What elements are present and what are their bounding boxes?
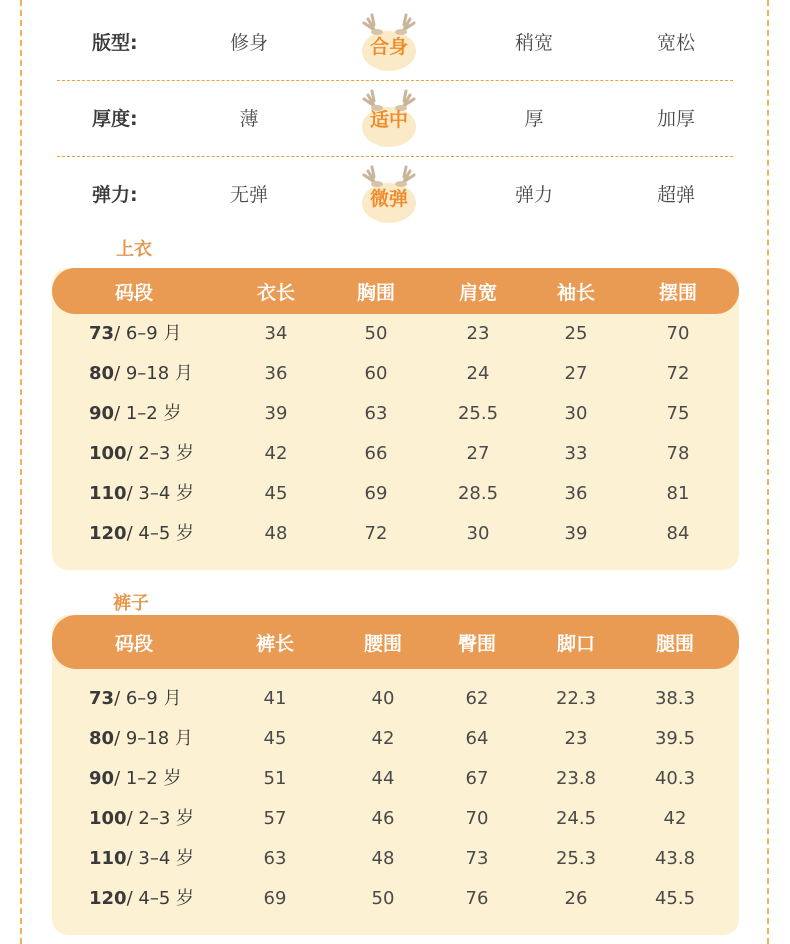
measurement-cell: 63 [263,848,287,869]
measurement-cell: 72 [364,523,388,544]
attribute-option[interactable]: 稍宽 [514,32,553,54]
measurement-cell: 84 [666,523,690,544]
measurement-cell: 24.5 [555,808,597,829]
measurement-cell: 60 [364,363,388,384]
measurement-cell: 41 [263,688,287,709]
measurement-cell: 30 [466,523,490,544]
measurement-cell: 43.8 [654,848,696,869]
measurement-cell: 51 [263,768,287,789]
age-range: / 3–4 岁 [126,483,194,504]
size-code: 100 [89,808,127,829]
left-dashed-border [20,0,22,944]
measurement-cell: 40.3 [654,768,696,789]
right-dashed-border [767,0,769,944]
measurement-cell: 67 [465,768,489,789]
size-code: 80 [89,728,115,749]
table-row [52,799,739,839]
measurement-cell: 27 [466,443,490,464]
table-row [52,879,739,919]
size-code: 120 [89,888,127,909]
bottom-size-table [52,615,739,935]
table-row [52,434,739,474]
age-range: / 1–2 岁 [114,768,182,789]
attribute-option[interactable]: 超弹 [656,184,695,206]
measurement-cell: 72 [666,363,690,384]
size-code: 90 [89,403,115,424]
measurement-cell: 24 [466,363,490,384]
size-cell [89,474,249,514]
measurement-cell: 57 [263,808,287,829]
measurement-cell: 25 [564,323,588,344]
measurement-cell: 39 [264,403,288,424]
attribute-row [57,5,733,81]
table-row [52,354,739,394]
size-cell [89,434,249,474]
attribute-option[interactable]: 修身 [229,32,268,54]
attribute-option-selected[interactable] [354,5,424,81]
attribute-option[interactable]: 厚 [524,108,544,130]
attribute-label: 弹力: [92,184,138,206]
age-range: / 6–9 月 [114,688,182,709]
size-cell [89,354,249,394]
attribute-option-label: 合身 [369,36,408,58]
size-code: 73 [89,688,115,709]
age-range: / 2–3 岁 [126,443,194,464]
column-header: 摆围 [658,281,697,304]
table-row [52,839,739,879]
measurement-cell: 45 [263,728,287,749]
attribute-row [57,157,733,233]
measurement-cell: 75 [666,403,690,424]
measurement-cell: 42 [663,808,687,829]
age-range: / 1–2 岁 [114,403,182,424]
measurement-cell: 44 [371,768,395,789]
measurement-cell: 66 [364,443,388,464]
top-table-title: 上衣 [116,239,152,260]
size-cell [89,314,249,354]
size-code: 80 [89,363,115,384]
table-row [52,474,739,514]
column-header: 码段 [114,632,153,655]
attribute-option-label: 适中 [369,109,408,131]
measurement-cell: 69 [263,888,287,909]
table-row [52,394,739,434]
measurement-cell: 40 [371,688,395,709]
age-range: / 2–3 岁 [126,808,194,829]
column-header: 袖长 [556,281,595,304]
measurement-cell: 23 [466,323,490,344]
measurement-cell: 70 [666,323,690,344]
column-header: 衣长 [256,281,295,304]
measurement-cell: 45.5 [654,888,696,909]
age-range: / 6–9 月 [114,323,182,344]
attribute-option[interactable]: 加厚 [656,108,695,130]
measurement-cell: 50 [371,888,395,909]
column-header: 胸围 [356,281,395,304]
size-cell [89,514,249,554]
measurement-cell: 36 [264,363,288,384]
age-range: / 3–4 岁 [126,848,194,869]
measurement-cell: 48 [371,848,395,869]
size-code: 120 [89,523,127,544]
attribute-label: 厚度: [92,108,138,130]
measurement-cell: 73 [465,848,489,869]
measurement-cell: 42 [264,443,288,464]
measurement-cell: 70 [465,808,489,829]
size-code: 110 [89,848,127,869]
attribute-option-selected[interactable] [354,157,424,233]
table-row [52,314,739,354]
column-header: 肩宽 [458,281,497,304]
table-row [52,759,739,799]
measurement-cell: 48 [264,523,288,544]
column-header: 腰围 [363,632,402,655]
measurement-cell: 23 [564,728,588,749]
measurement-cell: 69 [364,483,388,504]
measurement-cell: 39.5 [654,728,696,749]
attribute-label: 版型: [92,32,138,54]
age-range: / 4–5 岁 [126,523,194,544]
attribute-option-label: 微弹 [369,188,408,210]
attribute-row [57,81,733,157]
size-code: 73 [89,323,115,344]
bottom-table-title: 裤子 [113,593,149,614]
bottom-table-header [52,615,739,669]
attribute-option[interactable]: 弹力 [514,184,553,206]
measurement-cell: 33 [564,443,588,464]
measurement-cell: 34 [264,323,288,344]
measurement-cell: 62 [465,688,489,709]
age-range: / 9–18 月 [114,728,193,749]
age-range: / 9–18 月 [114,363,193,384]
measurement-cell: 38.3 [654,688,696,709]
measurement-cell: 30 [564,403,588,424]
measurement-cell: 25.5 [457,403,499,424]
measurement-cell: 39 [564,523,588,544]
column-header: 裤长 [255,632,294,655]
measurement-cell: 23.8 [555,768,597,789]
top-size-table [52,268,739,570]
column-header: 臀围 [457,632,496,655]
column-header: 脚口 [556,632,595,655]
measurement-cell: 46 [371,808,395,829]
top-table-header [52,268,739,314]
attribute-option[interactable]: 无弹 [229,184,268,206]
table-row [52,719,739,759]
measurement-cell: 45 [264,483,288,504]
size-code: 90 [89,768,115,789]
measurement-cell: 25.3 [555,848,597,869]
attribute-option[interactable]: 宽松 [656,32,695,54]
measurement-cell: 64 [465,728,489,749]
measurement-cell: 78 [666,443,690,464]
measurement-cell: 36 [564,483,588,504]
measurement-cell: 42 [371,728,395,749]
attribute-option-selected[interactable] [354,81,424,157]
column-header: 码段 [114,281,153,304]
measurement-cell: 50 [364,323,388,344]
table-row [52,514,739,554]
measurement-cell: 63 [364,403,388,424]
size-code: 110 [89,483,127,504]
column-header: 腿围 [655,632,694,655]
age-range: / 4–5 岁 [126,888,194,909]
measurement-cell: 81 [666,483,690,504]
measurement-cell: 27 [564,363,588,384]
measurement-cell: 76 [465,888,489,909]
measurement-cell: 26 [564,888,588,909]
table-row [52,679,739,719]
measurement-cell: 28.5 [457,483,499,504]
size-cell [89,394,249,434]
measurement-cell: 22.3 [555,688,597,709]
size-code: 100 [89,443,127,464]
attribute-option[interactable]: 薄 [239,108,259,130]
